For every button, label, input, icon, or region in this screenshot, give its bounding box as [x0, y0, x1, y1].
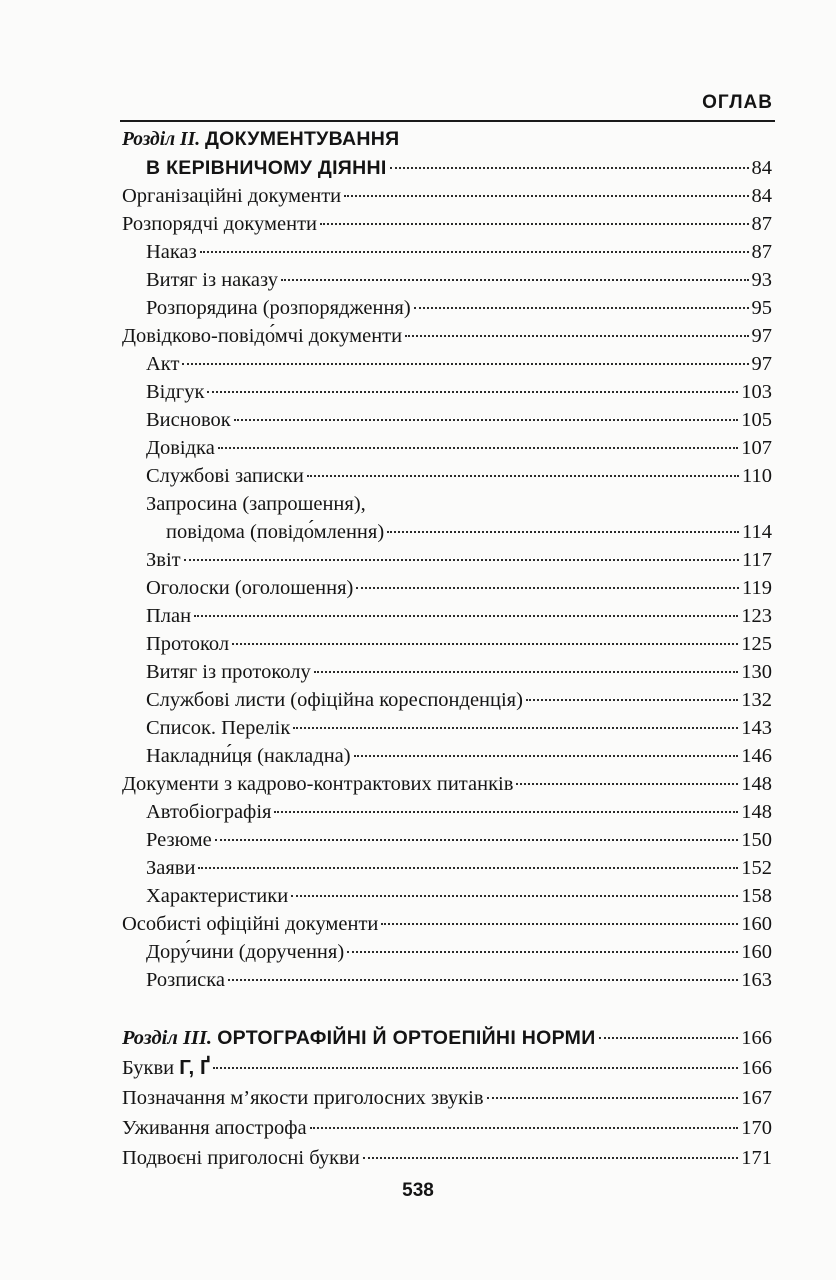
entry-title: Акт [146, 353, 180, 375]
toc-entry[interactable] [146, 714, 772, 742]
entry-title: Подвоєні приголосні букви [122, 1147, 360, 1169]
dot-leader [207, 391, 738, 393]
dot-leader [293, 727, 738, 729]
entry-title: Протокол [146, 633, 230, 655]
dot-leader [347, 951, 738, 953]
page-number: 103 [741, 381, 772, 403]
page-number: 170 [741, 1117, 772, 1139]
page-number: 130 [741, 661, 772, 683]
toc-entry[interactable] [122, 322, 772, 350]
entry-title-letters: Г, Ґ [179, 1056, 210, 1079]
toc-entry[interactable] [166, 518, 772, 546]
section-2-title-line2: В КЕРІВНИЧОМУ ДІЯННІ [146, 157, 387, 179]
page-number: 166 [741, 1027, 772, 1049]
page-number: 105 [741, 409, 772, 431]
toc-entry[interactable] [146, 378, 772, 406]
entry-title: Організаційні документи [122, 185, 342, 207]
page-number-footer: 538 [402, 1180, 434, 1201]
running-header-title: ОГЛАВ [702, 92, 773, 113]
entry-title: Витяг із наказу [146, 269, 278, 291]
entry-title: Звіт [146, 549, 181, 571]
section-3-heading-text [122, 1024, 596, 1052]
entry-title: Висновок [146, 409, 231, 431]
page-number: 117 [742, 549, 772, 571]
dot-leader [356, 587, 739, 589]
toc-entry[interactable] [146, 742, 772, 770]
toc-entry[interactable] [146, 350, 772, 378]
section-3-heading[interactable] [122, 1024, 772, 1052]
dot-leader [387, 531, 739, 533]
toc-entry[interactable] [146, 882, 772, 910]
dot-leader [405, 335, 748, 337]
entry-title: Документи з кадрово-контрактових питанків [122, 773, 514, 795]
page-number: 125 [741, 633, 772, 655]
page-number: 97 [751, 325, 772, 347]
toc-entry[interactable] [146, 434, 772, 462]
dot-leader [307, 475, 739, 477]
toc-entry[interactable] [146, 966, 772, 994]
toc-entry[interactable] [146, 238, 772, 266]
page-number: 93 [751, 269, 772, 291]
dot-leader [414, 307, 749, 309]
dot-leader [516, 783, 738, 785]
page-number: 171 [741, 1147, 772, 1169]
toc-entry[interactable] [146, 602, 772, 630]
toc-entry[interactable] [122, 910, 772, 938]
dot-leader [218, 447, 738, 449]
page-number: 163 [741, 969, 772, 991]
page-number: 166 [741, 1057, 772, 1079]
page-number: 110 [742, 465, 772, 487]
entry-title: Резюме [146, 829, 212, 851]
toc-entry[interactable] [122, 1114, 772, 1142]
dot-leader [194, 615, 738, 617]
toc-entry[interactable] [146, 406, 772, 434]
page-number: 84 [751, 185, 772, 207]
page-number: 152 [741, 857, 772, 879]
entry-title: Розпорядина (розпорядження) [146, 297, 411, 319]
page-number: 167 [741, 1087, 772, 1109]
page-number: 148 [741, 773, 772, 795]
entry-title: Довідково-повідо́мчі документи [122, 325, 403, 347]
entry-title: Оголоски (оголошення) [146, 577, 354, 599]
toc-entry[interactable] [122, 1144, 772, 1172]
page-number: 97 [751, 353, 772, 375]
entry-title: Характеристики [146, 885, 289, 907]
section-2-label: Розділ II. [122, 129, 201, 150]
dot-leader [363, 1157, 739, 1159]
page-number: 87 [751, 213, 772, 235]
toc-entry[interactable] [146, 686, 772, 714]
toc-entry[interactable] [146, 658, 772, 686]
page-number: 148 [741, 801, 772, 823]
toc-entry[interactable] [122, 182, 772, 210]
dot-leader [381, 923, 738, 925]
dot-leader [232, 643, 738, 645]
dot-leader [291, 895, 738, 897]
dot-leader [310, 1127, 739, 1129]
page-number: 123 [741, 605, 772, 627]
page-number: 160 [741, 941, 772, 963]
entry-title: Автобіографія [146, 801, 272, 823]
entry-title: повідома (повідо́млення) [166, 521, 385, 543]
dot-leader [487, 1097, 739, 1099]
dot-leader [184, 559, 739, 561]
dot-leader [390, 167, 749, 169]
dot-leader [213, 1067, 738, 1069]
toc-entry[interactable] [146, 266, 772, 294]
entry-title-wrap [122, 1054, 210, 1082]
toc-entry[interactable] [146, 546, 772, 574]
toc-entry[interactable] [146, 462, 772, 490]
entry-title: Службові записки [146, 465, 304, 487]
dot-leader [234, 419, 739, 421]
dot-leader [281, 279, 749, 281]
page-number: 158 [741, 885, 772, 907]
entry-title: Розпорядчі документи [122, 213, 318, 235]
toc-entry[interactable] [122, 1054, 772, 1082]
entry-title: Витяг із протоколу [146, 661, 311, 683]
dot-leader [320, 223, 748, 225]
page-number: 95 [751, 297, 772, 319]
dot-leader [354, 755, 739, 757]
entry-title: Наказ [146, 241, 197, 263]
page-number: 84 [751, 157, 772, 179]
entry-title: Уживання апострофа [122, 1117, 307, 1139]
toc-entry[interactable] [146, 630, 772, 658]
entry-title: Службові листи (офіційна кореспонденція) [146, 689, 523, 711]
toc-entry[interactable] [146, 826, 772, 854]
entry-title: Список. Перелік [146, 717, 291, 739]
section-3-label: Розділ III. [122, 1027, 213, 1049]
toc-entry[interactable] [122, 770, 772, 798]
page-number: 132 [741, 689, 772, 711]
page-number: 107 [741, 437, 772, 459]
entry-title: Довідка [146, 437, 215, 459]
page-number: 87 [751, 241, 772, 263]
dot-leader [599, 1037, 739, 1039]
entry-title: Букви [122, 1057, 175, 1079]
dot-leader [344, 195, 748, 197]
entry-title: Накладни́ця (накладна) [146, 745, 351, 767]
page-number: 119 [742, 577, 772, 599]
toc-entry-continued[interactable] [146, 490, 366, 518]
dot-leader [274, 811, 738, 813]
section-2-heading-line2[interactable] [146, 154, 772, 182]
section-2-heading-line1 [122, 125, 399, 154]
page-number: 146 [741, 745, 772, 767]
page-number: 143 [741, 717, 772, 739]
section-3-title: ОРТОГРАФІЙНІ Й ОРТОЕПІЙНІ НОРМИ [217, 1027, 596, 1049]
dot-leader [526, 699, 738, 701]
toc-entry[interactable] [146, 938, 772, 966]
entry-title: Запросина (запрошення), [146, 493, 366, 515]
dot-leader [182, 363, 748, 365]
entry-title: Розписка [146, 969, 226, 991]
toc-entry[interactable] [146, 854, 772, 882]
entry-title: Відгук [146, 381, 205, 403]
section-2-title-line1: ДОКУМЕНТУВАННЯ [204, 128, 400, 150]
toc-entry[interactable] [122, 210, 772, 238]
entry-title: Заяви [146, 857, 196, 879]
toc-entry[interactable] [122, 1084, 772, 1112]
dot-leader [314, 671, 739, 673]
toc-entry[interactable] [146, 798, 772, 826]
dot-leader [198, 867, 738, 869]
page-number: 160 [741, 913, 772, 935]
dot-leader [215, 839, 739, 841]
entry-title: Дору́чини (доручення) [146, 941, 345, 963]
entry-title: План [146, 605, 192, 627]
page-number: 150 [741, 829, 772, 851]
toc-entry[interactable] [146, 574, 772, 602]
dot-leader [228, 979, 738, 981]
toc-entry[interactable] [146, 294, 772, 322]
entry-title: Позначання м’якости приголосних звуків [122, 1087, 484, 1109]
page-number: 114 [742, 521, 772, 543]
dot-leader [200, 251, 749, 253]
entry-title: Особисті офіційні документи [122, 913, 379, 935]
